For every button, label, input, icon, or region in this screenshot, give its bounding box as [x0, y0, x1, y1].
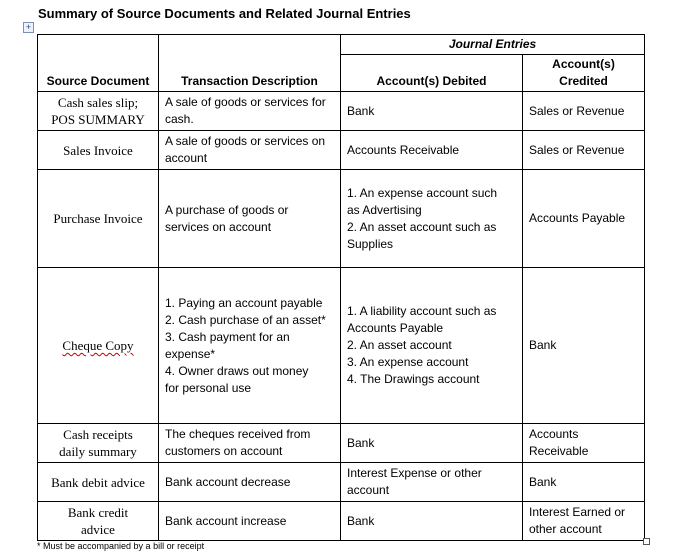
debited-cell: Interest Expense or other account: [341, 463, 523, 502]
header-transaction-description: Transaction Description: [159, 35, 341, 92]
description-cell: 1. Paying an account payable 2. Cash purchase of an asset* 3. Cash payment for an expense* 4. Owner draws out money for personal use: [159, 268, 341, 424]
credited-cell: Bank: [523, 463, 645, 502]
description-cell: Bank account decrease: [159, 463, 341, 502]
resize-icon[interactable]: [643, 538, 650, 545]
description-cell: A purchase of goods or services on account: [159, 170, 341, 268]
table-row: [38, 268, 645, 424]
debited-cell: 1. An expense account such as Advertising 2. An asset account such as Supplies: [341, 170, 523, 268]
source-document-cell: Cash receipts daily summary: [38, 424, 159, 463]
credited-cell: Bank: [523, 268, 645, 424]
table-row: [38, 92, 645, 131]
description-cell: A sale of goods or services for cash.: [159, 92, 341, 131]
source-document-cell: Purchase Invoice: [38, 170, 159, 268]
table-row: [38, 131, 645, 170]
move-icon[interactable]: +: [23, 22, 34, 33]
debited-cell: Bank: [341, 502, 523, 541]
credited-cell: Sales or Revenue: [523, 92, 645, 131]
footnote: * Must be accompanied by a bill or receipt: [37, 541, 205, 551]
table-row: [38, 170, 645, 268]
summary-table: [37, 34, 645, 541]
debited-cell: Bank: [341, 424, 523, 463]
debited-cell: Accounts Receivable: [341, 131, 523, 170]
credited-cell: Interest Earned or other account: [523, 502, 645, 541]
credited-cell: Accounts Payable: [523, 170, 645, 268]
source-document-cell: Bank debit advice: [38, 463, 159, 502]
document-title: Summary of Source Documents and Related Journal Entries: [38, 6, 411, 21]
source-document-cell: Sales Invoice: [38, 131, 159, 170]
header-journal-entries: Journal Entries: [341, 35, 645, 55]
description-cell: A sale of goods or services on account: [159, 131, 341, 170]
header-accounts-debited: Account(s) Debited: [341, 55, 523, 92]
credited-cell: Sales or Revenue: [523, 131, 645, 170]
header-source-document: Source Document: [38, 35, 159, 92]
description-cell: The cheques received from customers on account: [159, 424, 341, 463]
table-row: [38, 502, 645, 541]
debited-cell: Bank: [341, 92, 523, 131]
credited-cell: Accounts Receivable: [523, 424, 645, 463]
table-row: [38, 463, 645, 502]
description-cell: Bank account increase: [159, 502, 341, 541]
source-document-cell: Bank credit advice: [38, 502, 159, 541]
source-document-cell: Cheque Copy: [38, 268, 159, 424]
debited-cell: 1. A liability account such as Accounts Payable 2. An asset account 3. An expense account 4. The Drawings account: [341, 268, 523, 424]
table-row: [38, 424, 645, 463]
header-accounts-credited: Account(s) Credited: [523, 55, 645, 92]
source-document-cell: Cash sales slip; POS SUMMARY: [38, 92, 159, 131]
